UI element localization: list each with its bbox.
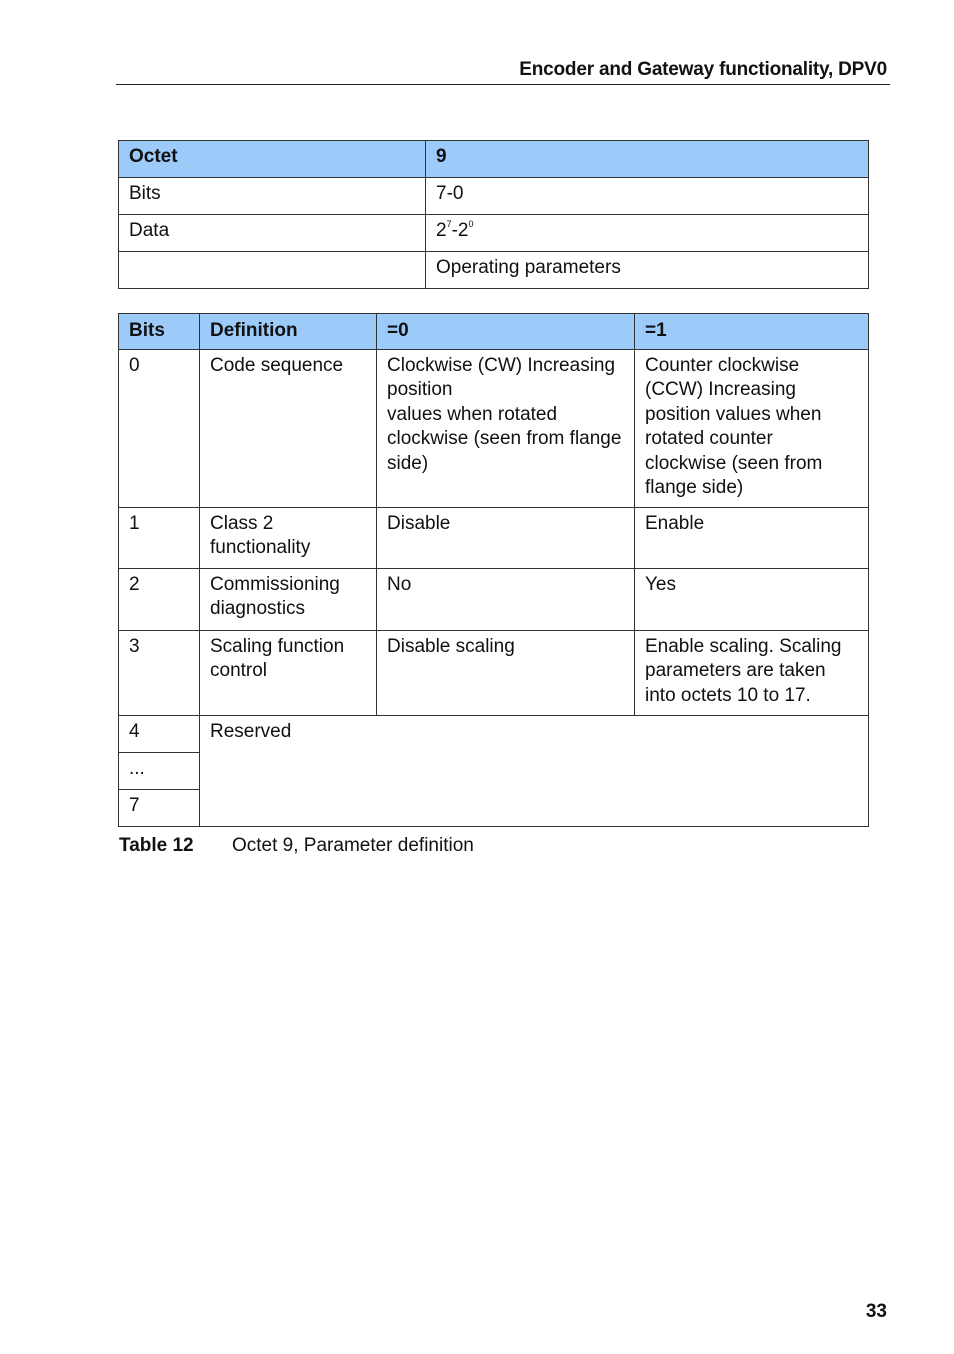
param-table-header-row — [119, 314, 869, 350]
table-caption-label: Table 12 — [119, 835, 194, 856]
param-one-value: Enable — [635, 507, 869, 568]
power-exponent-high: 7 — [446, 219, 452, 229]
param-bit: 7 — [119, 789, 200, 826]
param-table-row — [119, 568, 869, 630]
param-zero-line: values when rotated clockwise (seen from flange side) — [387, 403, 622, 474]
octet-table-row — [119, 178, 869, 215]
param-bit: 0 — [119, 349, 200, 507]
param-one-value: Counter clockwise (CCW) Increasing position values when rotated counter clockwise (seen from flange side) — [635, 349, 869, 507]
running-header-title: Encoder and Gateway functionality, DPV0 — [519, 59, 887, 80]
param-definition: Scaling function control — [200, 630, 377, 715]
param-table-row-reserved — [119, 715, 869, 752]
table-caption — [119, 835, 474, 857]
param-zero-value — [377, 349, 635, 507]
parameter-definition-table — [118, 313, 869, 827]
param-header-definition: Definition — [200, 314, 377, 350]
param-bit: 3 — [119, 630, 200, 715]
param-table-row — [119, 349, 869, 507]
param-definition: Class 2 functionality — [200, 507, 377, 568]
octet-table — [118, 140, 869, 289]
octet-row-value: 7-0 — [426, 178, 869, 215]
param-bit: 1 — [119, 507, 200, 568]
octet-header-label: Octet — [119, 141, 426, 178]
page-number: 33 — [865, 1301, 887, 1322]
table-caption-text: Octet 9, Parameter definition — [232, 835, 474, 856]
octet-row-label: Data — [119, 215, 426, 252]
octet-row-label — [119, 252, 426, 289]
octet-row-value — [426, 215, 869, 252]
param-zero-value: No — [377, 568, 635, 630]
param-one-value: Yes — [635, 568, 869, 630]
param-bit: ... — [119, 752, 200, 789]
octet-row-value: Operating parameters — [426, 252, 869, 289]
octet-row-label: Bits — [119, 178, 426, 215]
param-zero-line: Clockwise (CW) Increasing position — [387, 354, 616, 400]
param-definition: Code sequence — [200, 349, 377, 507]
header-divider — [116, 84, 890, 85]
param-zero-value: Disable scaling — [377, 630, 635, 715]
param-table-row — [119, 630, 869, 715]
param-header-zero: =0 — [377, 314, 635, 350]
param-zero-value: Disable — [377, 507, 635, 568]
param-definition: Commissioning diagnostics — [200, 568, 377, 630]
octet-table-row — [119, 215, 869, 252]
param-reserved-label: Reserved — [200, 715, 869, 826]
param-header-one: =1 — [635, 314, 869, 350]
param-one-value: Enable scaling. Scaling parameters are taken into octets 10 to 17. — [635, 630, 869, 715]
power-exponent-low: 0 — [468, 219, 474, 229]
param-bit: 4 — [119, 715, 200, 752]
octet-table-row — [119, 252, 869, 289]
param-table-row — [119, 507, 869, 568]
octet-table-header-row — [119, 141, 869, 178]
param-bit: 2 — [119, 568, 200, 630]
octet-header-value: 9 — [426, 141, 869, 178]
power-base: 2 — [436, 220, 447, 241]
power-separator: -2 — [451, 220, 469, 241]
param-header-bits: Bits — [119, 314, 200, 350]
